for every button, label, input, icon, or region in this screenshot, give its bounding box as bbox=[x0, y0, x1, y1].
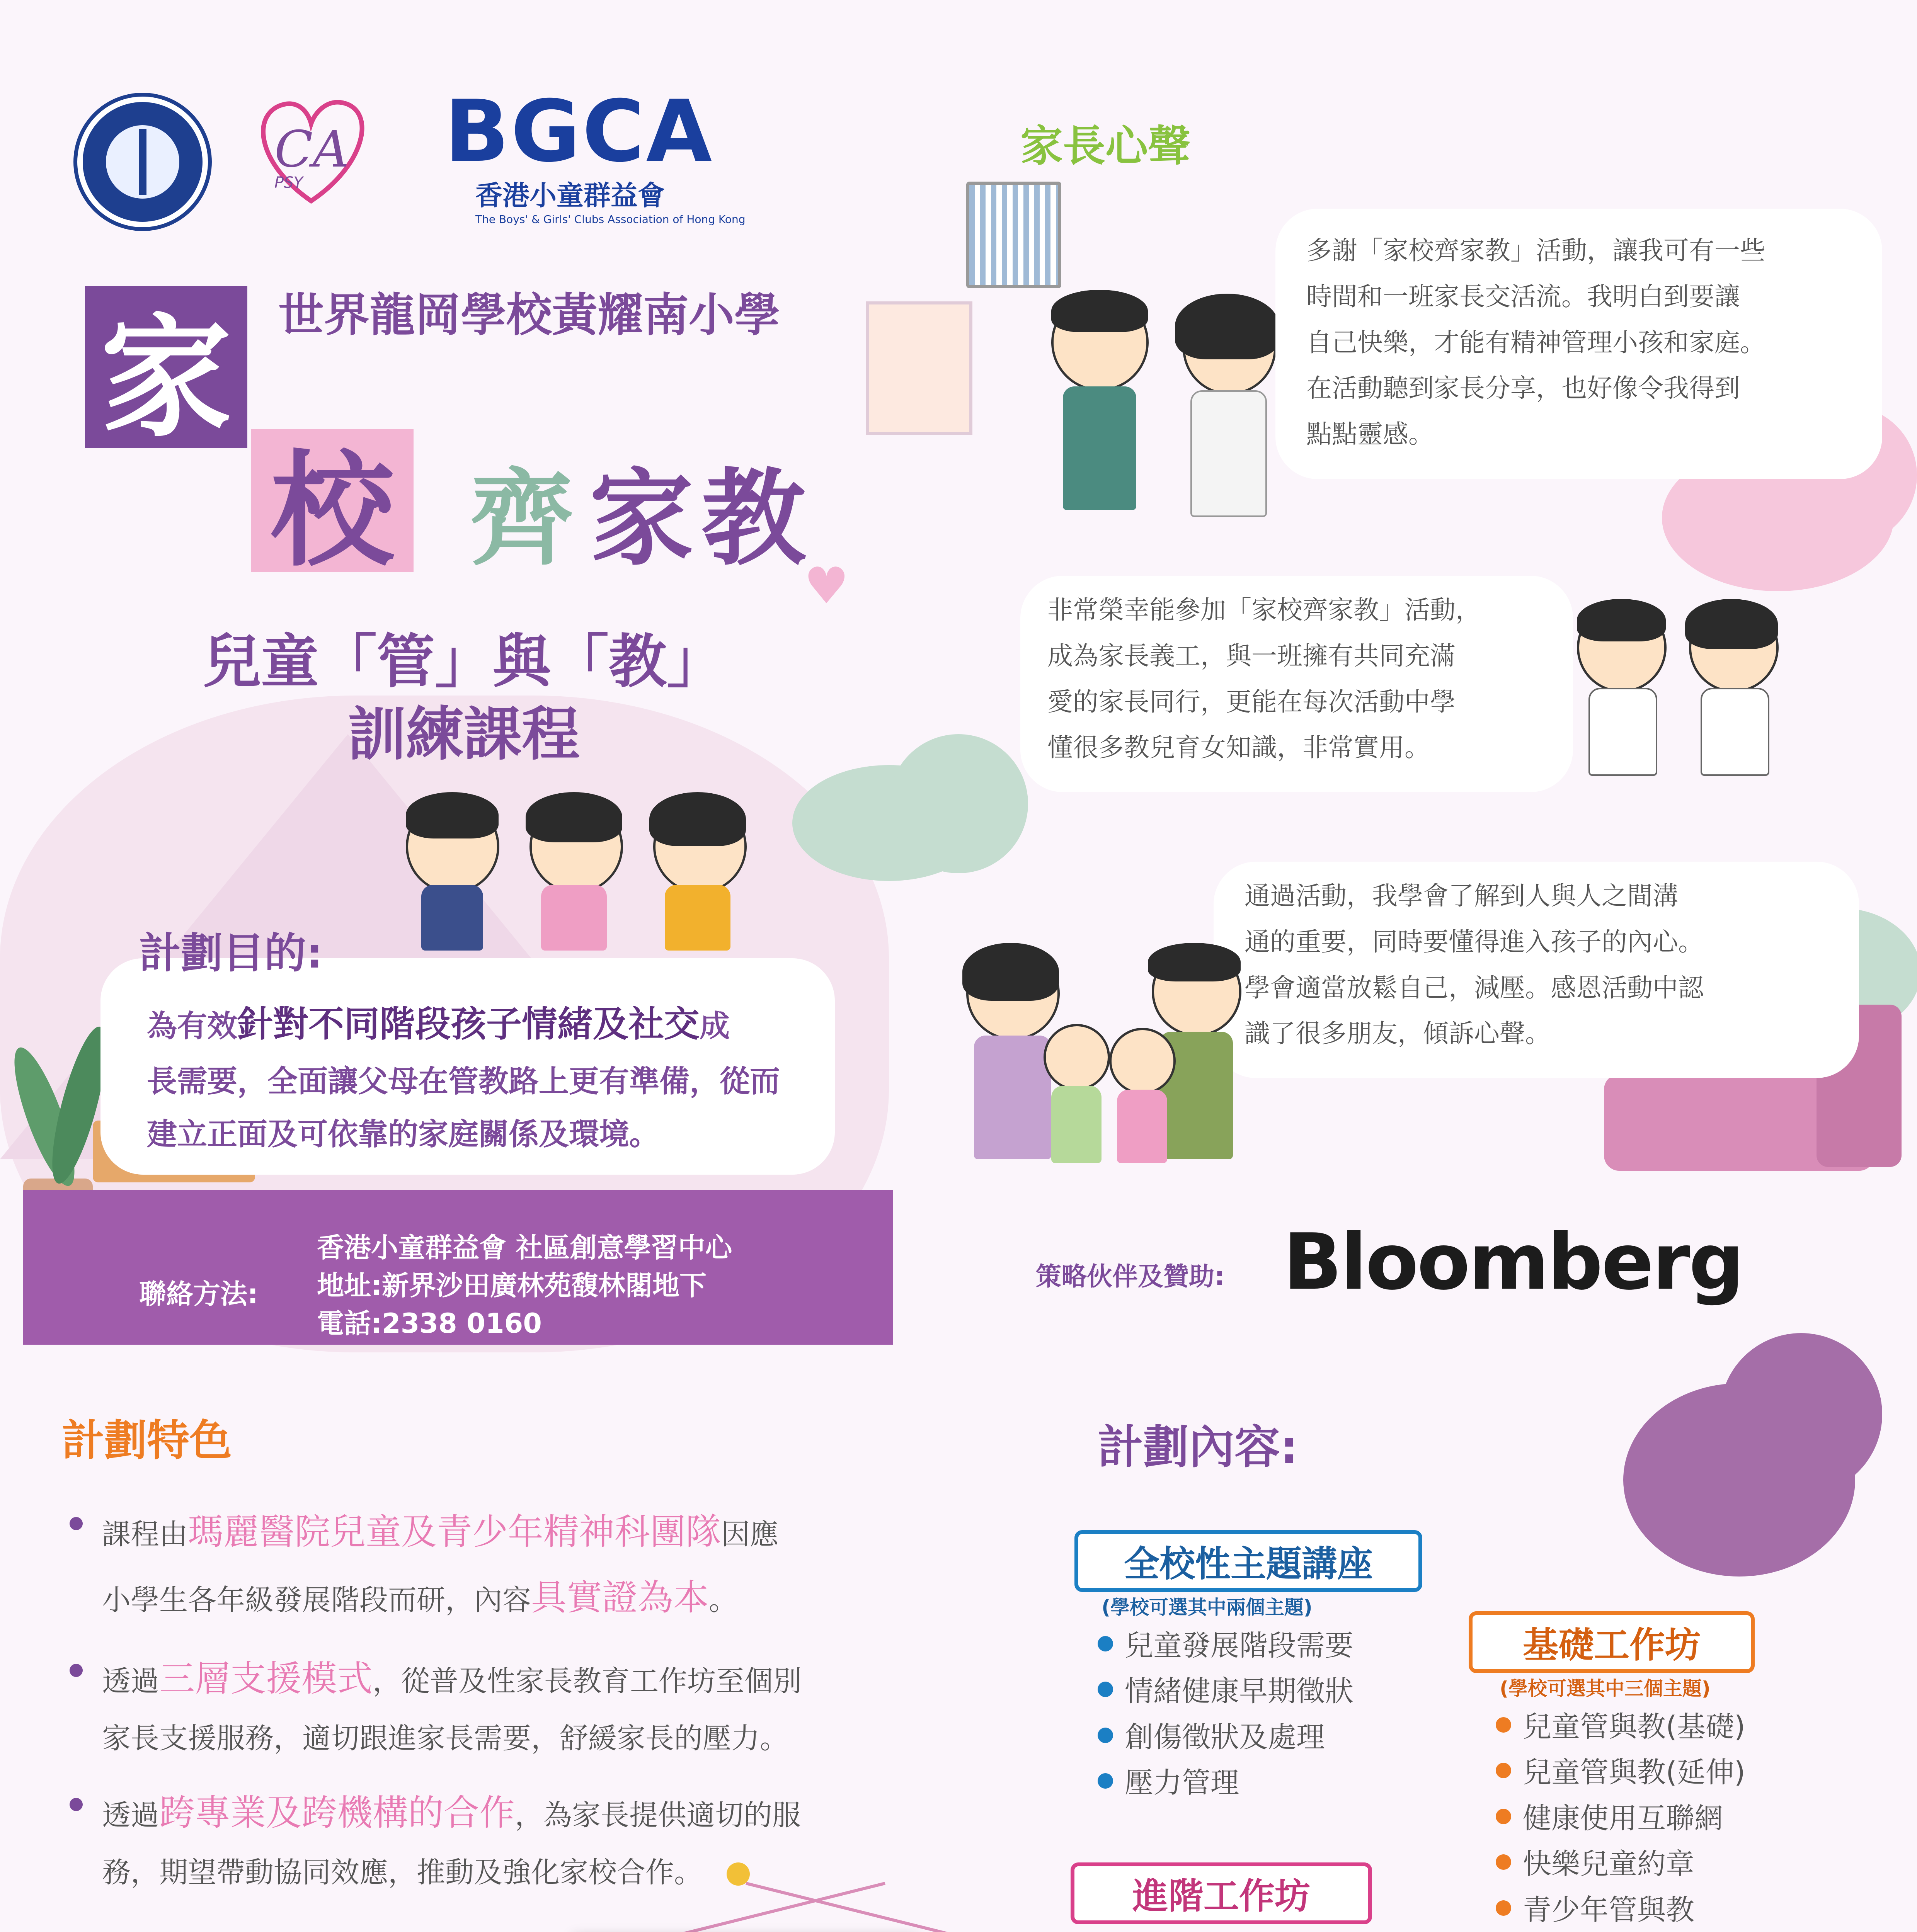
quote1-line: 時間和一班家長交活流。我明白到要讓 bbox=[1306, 281, 1740, 311]
basic-list bbox=[1496, 1704, 1745, 1932]
quote1-line: 多謝「家校齊家教」活動，讓我可有一些 bbox=[1306, 236, 1765, 265]
content-heading: 計劃內容: bbox=[1098, 1420, 1299, 1474]
talks-item bbox=[1098, 1760, 1353, 1806]
quote3-line: 學會適當放鬆自己，減壓。感恩活動中認 bbox=[1245, 973, 1704, 1003]
quote3-line: 通的重要，同時要懂得進入孩子的內心。 bbox=[1245, 927, 1704, 957]
feature1-pre: 課程由 bbox=[102, 1518, 188, 1551]
talks-item bbox=[1098, 1623, 1353, 1668]
feature1-line2-highlight: 具實證為本 bbox=[531, 1577, 709, 1619]
purpose-line1-post: 成 bbox=[700, 1009, 730, 1044]
purpose-line1-highlight: 針對不同階段孩子情緒及社交 bbox=[237, 1003, 700, 1045]
family-illustration bbox=[966, 947, 1256, 1171]
contact-label: 聯絡方法: bbox=[139, 1278, 258, 1310]
quote3-line: 通過活動，我學會了解到人與人之間溝 bbox=[1245, 881, 1678, 911]
basic-item bbox=[1496, 1704, 1745, 1750]
basic-item-label: 兒童管與教(基礎) bbox=[1523, 1710, 1745, 1743]
talks-item-label: 情緒健康早期徵狀 bbox=[1125, 1675, 1353, 1708]
talks-item-label: 壓力管理 bbox=[1125, 1766, 1239, 1800]
feature1-line2-post: 。 bbox=[709, 1583, 738, 1617]
school-name: 世界龍岡學校黃耀南小學 bbox=[278, 288, 780, 342]
talks-item bbox=[1098, 1714, 1353, 1760]
course-title-line1: 兒童「管」與「教」 bbox=[203, 628, 725, 696]
cloud-green bbox=[889, 734, 1028, 873]
talks-item-label: 兒童發展階段需要 bbox=[1125, 1629, 1353, 1662]
hk-college-psychiatrists-logo bbox=[77, 97, 208, 227]
talks-item bbox=[1098, 1668, 1353, 1714]
purpose-line3: 建立正面及可依靠的家庭關係及環境。 bbox=[147, 1117, 660, 1152]
basic-item-label: 青少年管與教 bbox=[1523, 1893, 1694, 1927]
contact-phone: 電話:2338 0160 bbox=[317, 1308, 542, 1339]
voices-heading: 家長心聲 bbox=[1020, 121, 1190, 171]
talks-title: 全校性主題講座 bbox=[1124, 1543, 1373, 1585]
basic-item-label: 健康使用互聯網 bbox=[1523, 1801, 1723, 1835]
features-list bbox=[70, 1499, 920, 1899]
basic-item bbox=[1496, 1887, 1745, 1932]
parents-couple-illustration bbox=[1044, 294, 1295, 518]
talks-list bbox=[1098, 1623, 1353, 1806]
quote1-line: 在活動聽到家長分享，也好像令我得到 bbox=[1306, 373, 1740, 403]
quote2-line: 成為家長義工，與一班擁有共同充滿 bbox=[1047, 641, 1456, 671]
title-char-qi: 齊 bbox=[470, 458, 574, 580]
feature1-highlight: 瑪麗醫院兒童及青少年精神科團隊 bbox=[188, 1511, 722, 1553]
purpose-line2: 長需要，全面讓父母在管教路上更有準備，從而 bbox=[147, 1064, 780, 1099]
contact-details bbox=[317, 1229, 732, 1342]
children-illustration bbox=[406, 792, 773, 954]
feature1-line2-pre: 小學生各年級發展階段而研，內容 bbox=[102, 1583, 531, 1617]
bgca-logo-text: BGCA bbox=[444, 82, 713, 181]
purpose-text bbox=[147, 993, 823, 1161]
feature2-highlight: 三層支援模式 bbox=[159, 1658, 373, 1700]
course-title bbox=[155, 626, 773, 771]
advanced-list bbox=[1098, 1928, 1478, 1932]
basic-item-label: 兒童管與教(延伸) bbox=[1523, 1756, 1745, 1789]
advanced-title: 進階工作坊 bbox=[1132, 1876, 1310, 1917]
basic-banner bbox=[1469, 1611, 1755, 1673]
ca-logo-text: CA bbox=[274, 120, 349, 179]
basic-note: (學校可選其中三個主題) bbox=[1500, 1677, 1711, 1700]
feature3-post: ，為家長提供適切的服 bbox=[515, 1799, 801, 1832]
talks-note: (學校可選其中兩個主題) bbox=[1102, 1596, 1313, 1619]
bullet-dot bbox=[70, 1517, 83, 1530]
talks-banner bbox=[1074, 1530, 1422, 1592]
basic-item bbox=[1496, 1750, 1745, 1795]
heart-icon: ♥ bbox=[804, 556, 849, 615]
purpose-heading: 計劃目的: bbox=[139, 929, 323, 978]
quote3 bbox=[1245, 873, 1847, 1057]
feature3-line2: 務，期望帶動協同效應，推動及強化家校合作。 bbox=[102, 1855, 703, 1889]
talks-item-label: 創傷徵狀及處理 bbox=[1125, 1720, 1325, 1754]
quote2-line: 懂很多教兒育女知識，非常實用。 bbox=[1047, 733, 1430, 763]
title-char-jia: 家 bbox=[85, 286, 247, 448]
two-children-illustration bbox=[1577, 603, 1793, 811]
basic-item bbox=[1496, 1841, 1745, 1887]
quote1-line: 自己快樂，才能有精神管理小孩和家庭。 bbox=[1306, 327, 1765, 357]
feature2-line2: 家長支援服務，適切跟進家長需要，舒緩家長的壓力。 bbox=[102, 1721, 788, 1755]
advanced-item bbox=[1098, 1928, 1478, 1932]
advanced-item-label bbox=[1125, 1928, 1325, 1932]
quote1 bbox=[1306, 228, 1867, 457]
feature3-pre: 透過 bbox=[102, 1799, 159, 1832]
bullet-dot bbox=[70, 1798, 83, 1811]
title-char-xiao: 校 bbox=[251, 429, 414, 572]
quote3-line: 識了很多朋友，傾訴心聲。 bbox=[1245, 1019, 1551, 1049]
title-char-jiao: 教 bbox=[701, 458, 806, 580]
contact-org: 香港小童群益會 社區創意學習中心 bbox=[317, 1232, 732, 1264]
quote2-line: 非常榮幸能參加「家校齊家教」活動， bbox=[1047, 595, 1481, 625]
basic-item bbox=[1496, 1796, 1745, 1841]
ca-logo-sub: PSY bbox=[274, 174, 303, 192]
quote1-line: 點點靈感。 bbox=[1306, 419, 1434, 449]
cloud-purple bbox=[1720, 1333, 1882, 1495]
quote2-line: 愛的家長同行，更能在每次活動中學 bbox=[1047, 687, 1456, 717]
feature-item bbox=[70, 1646, 920, 1765]
pin-icon bbox=[727, 1862, 750, 1886]
contact-address: 地址:新界沙田廣林苑馥林閣地下 bbox=[317, 1270, 707, 1301]
ca-psy-logo bbox=[247, 89, 375, 209]
advanced-banner bbox=[1071, 1862, 1372, 1924]
purpose-line1-pre: 為有效 bbox=[147, 1009, 238, 1044]
bgca-chinese-name: 香港小童群益會 bbox=[475, 180, 665, 211]
sponsor-label: 策略伙伴及贊助: bbox=[1036, 1262, 1225, 1291]
feature2-pre: 透過 bbox=[102, 1665, 159, 1698]
basic-title: 基礎工作坊 bbox=[1522, 1624, 1701, 1666]
feature-item bbox=[70, 1780, 920, 1899]
quote2 bbox=[1047, 587, 1581, 771]
wall-frame bbox=[866, 301, 972, 435]
bgca-logo bbox=[444, 82, 761, 226]
bloomberg-logo: Bloomberg bbox=[1283, 1217, 1743, 1307]
feature3-highlight: 跨專業及跨機構的合作 bbox=[159, 1792, 515, 1834]
feature2-post: ，從普及性家長教育工作坊至個別 bbox=[373, 1665, 802, 1698]
bgca-english-name: The Boys' & Girls' Clubs Association of Hong Kong bbox=[475, 213, 746, 226]
features-heading: 計劃特色 bbox=[62, 1416, 232, 1465]
feature-item bbox=[70, 1499, 920, 1631]
bullet-dot bbox=[70, 1664, 83, 1677]
course-title-line2: 訓練課程 bbox=[347, 701, 580, 768]
feature1-post: 因應 bbox=[721, 1518, 779, 1551]
basic-item-label: 快樂兒童約章 bbox=[1523, 1847, 1694, 1881]
title-char-jia2: 家 bbox=[589, 458, 694, 580]
wall-hanging bbox=[966, 182, 1061, 288]
